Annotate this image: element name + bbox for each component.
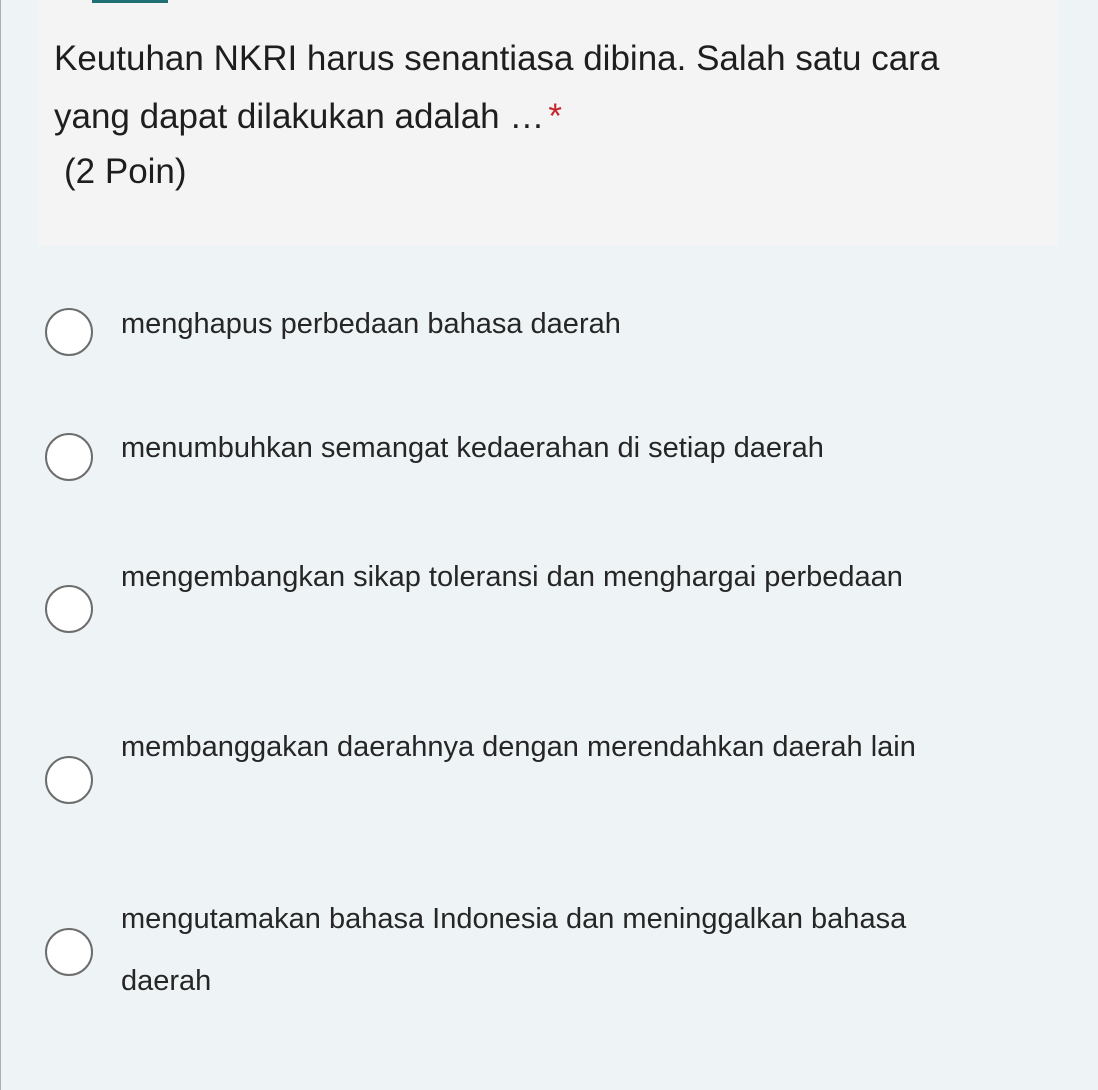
question-title bbox=[54, 30, 994, 146]
page-border bbox=[0, 0, 1, 1090]
radio-button[interactable] bbox=[45, 308, 93, 356]
option-label[interactable]: membanggakan daerahnya dengan merendahkan daerah lain bbox=[121, 731, 916, 763]
radio-button[interactable] bbox=[45, 928, 93, 976]
option-label[interactable]: mengutamakan bahasa Indonesia dan meninggalkan bahasa daerah bbox=[121, 903, 907, 997]
option-label[interactable]: mengembangkan sikap toleransi dan menghargai perbedaan bbox=[121, 561, 903, 593]
required-marker: * bbox=[548, 97, 562, 136]
radio-button[interactable] bbox=[45, 585, 93, 633]
header-accent-bar bbox=[92, 0, 168, 3]
option-label[interactable]: menumbuhkan semangat kedaerahan di setiap daerah bbox=[121, 432, 824, 464]
radio-button[interactable] bbox=[45, 433, 93, 481]
option-label[interactable]: menghapus perbedaan bahasa daerah bbox=[121, 308, 621, 340]
question-points: (2 Poin) bbox=[64, 152, 187, 191]
question-text: Keutuhan NKRI harus senantiasa dibina. Salah satu cara yang dapat dilakukan adalah … bbox=[54, 39, 940, 136]
radio-button[interactable] bbox=[45, 756, 93, 804]
